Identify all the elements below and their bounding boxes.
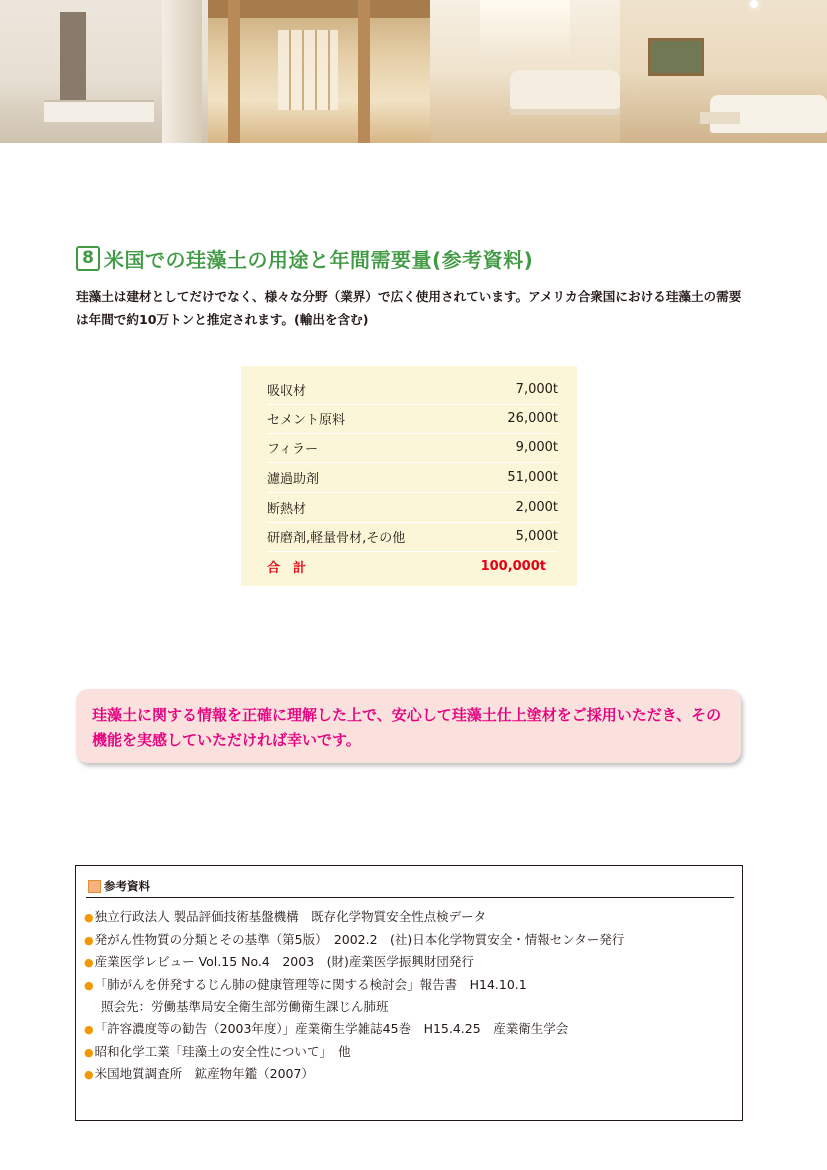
interior-photo-lounge [620,0,827,143]
intro-paragraph: 珪藻土は建材としてだけでなく、様々な分野（業界）で広く使用されています。アメリカ合衆国における珪藻土の需要は年間で約10万トンと推定されます。(輸出を含む) [76,289,742,327]
list-item: ●「肺がんを併発するじん肺の健康管理等に関する検討会」報告書 H14.10.1 [84,976,527,992]
usage-table [241,366,577,586]
references-heading-text: 参考資料 [104,879,150,893]
usage-value: 5,000t [515,529,558,544]
usage-label: 吸収材 [267,384,307,399]
total-label: 合 計 [267,561,307,576]
usage-label: 研磨剤,軽量骨材,その他 [267,531,406,546]
usage-value: 26,000t [507,411,558,426]
references-list [84,906,734,1086]
header-photo-banner [0,0,827,143]
list-item: ●米国地質調査所 鉱産物年鑑（2007） [84,1066,314,1082]
bullet-icon: ● [84,956,94,970]
table-row [267,433,558,463]
usage-label: フィラー [267,442,318,457]
interior-photo-japanese-room [208,0,430,143]
usage-label: 濾過助剤 [267,472,320,487]
list-item-note: 照会先：労働基準局安全衛生部労働衛生課じん肺班 [101,999,389,1015]
square-icon [88,880,101,893]
bullet-icon: ● [84,911,94,924]
interior-photo-living-room [430,0,620,143]
bullet-icon: ● [84,1022,94,1036]
list-item: ●産業医学レビュー Vol.15 No.4 2003 (財)産業医学振興財団発行 [84,954,474,970]
message-box [76,689,741,763]
table-row [267,404,558,434]
section-number-badge: 8 [76,246,100,271]
usage-label: セメント原料 [267,413,346,428]
bullet-icon: ● [84,1045,94,1059]
section-title [76,245,533,271]
interior-photo-modern-room [0,0,208,143]
table-row [267,375,558,405]
table-row [267,493,558,523]
list-item: ●発がん性物質の分類とその基準（第5版） 2002.2 (社)日本化学物質安全・情報センター発行 [84,931,625,947]
usage-value: 9,000t [515,440,558,455]
bullet-icon: ● [84,933,94,947]
usage-value: 2,000t [515,500,558,515]
message-text: 珪藻土に関する情報を正確に理解した上で、安心して珪藻土仕上塗材をご採用いただき、その機能を実感していただければ幸いです。 [92,706,722,749]
usage-value: 7,000t [515,382,558,397]
bullet-icon: ● [84,978,94,992]
divider [86,897,734,898]
usage-label: 断熱材 [267,502,307,517]
table-row [267,522,558,552]
bullet-icon: ● [84,1068,94,1082]
table-row [267,463,558,493]
total-value: 100,000t [480,559,546,574]
list-item: ●独立行政法人 製品評価技術基盤機構 既存化学物質安全性点検データ [84,909,487,924]
table-total-row [267,552,558,581]
list-item: ●昭和化学工業「珪藻土の安全性について」 他 [84,1043,351,1059]
usage-value: 51,000t [507,470,558,485]
references-box [75,865,743,1121]
list-item: ●「許容濃度等の勧告（2003年度）」産業衛生学雑誌45巻 H15.4.25 産業衛生学会 [84,1020,569,1036]
section-title-text: 米国での珪藻土の用途と年間需要量(参考資料) [104,247,534,272]
references-heading [88,878,150,894]
